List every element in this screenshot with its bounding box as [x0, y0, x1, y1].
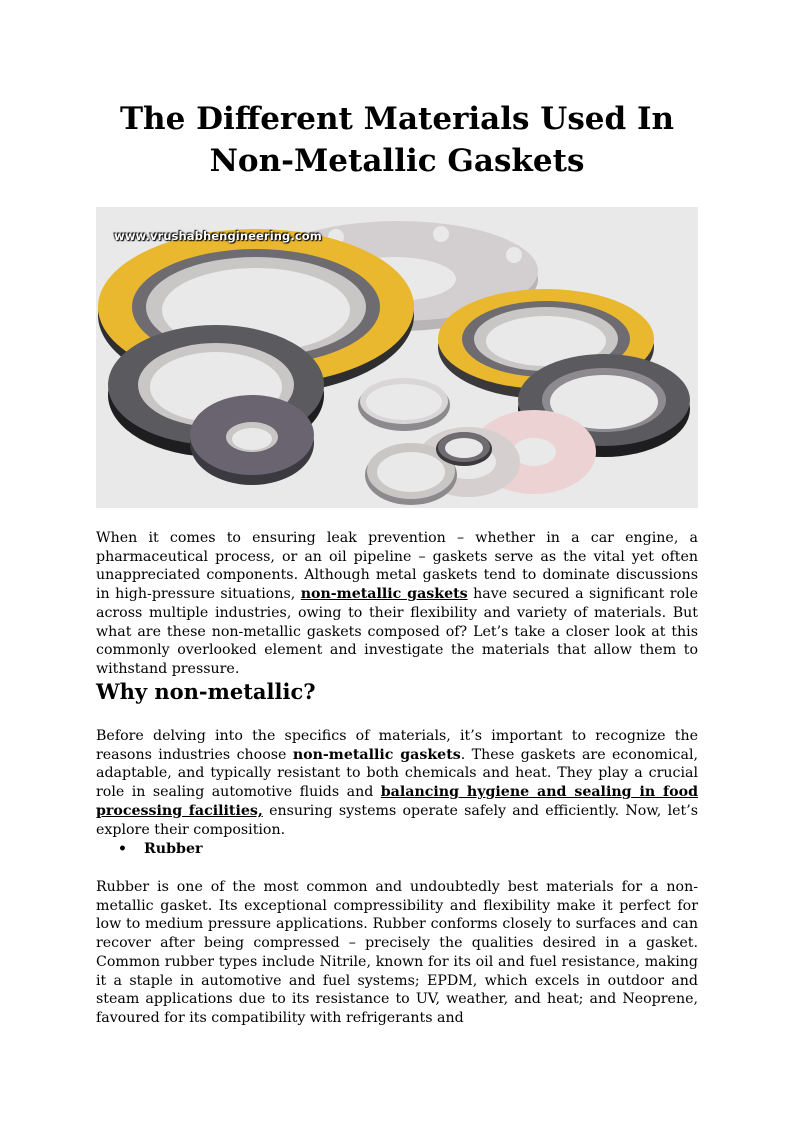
why-text-start: Before delving into the specifics of materials, it’s important to recognize the reasons industries choose: [96, 728, 698, 763]
why-paragraph: [96, 727, 698, 839]
bullet-icon: •: [118, 841, 127, 857]
intro-text-end: have secured a significant role across multiple industries, owing to their flexibility and variety of materials. But what are these non-metallic gaskets composed of? Let’s take a closer look at this commonly overlooked element and investigate the materials that allow them to withstand pressure.: [96, 586, 698, 677]
food-processing-link[interactable]: balancing hygiene and sealing in food processing facilities,: [96, 784, 698, 819]
why-text-end: ensuring systems operate safely and efficiently. Now, let’s explore their composition.: [96, 802, 698, 838]
rubber-paragraph: Rubber is one of the most common and undoubtedly best materials for a non-metallic gasket. Its exceptional compressibility and flexibility make it perfect for low to medium pressure applications. Rubber conforms closely to surfaces and can recover after being compressed – precisely the qualities desired in a gasket. Common rubber types include Nitrile, known for its oil and fuel resistance, making it a staple in automotive and fuel systems; EPDM, which excels in outdoor and steam applications due to its resistance to UV, weather, and heat; and Neoprene, favoured for its compatibility with refrigerants and: [96, 879, 698, 1026]
page-title: The Different Materials Used In Non-Metallic Gaskets: [119, 101, 675, 179]
section-heading: Why non-metallic?: [96, 679, 316, 704]
bullet-label: Rubber: [144, 841, 203, 857]
gasket-photo: [96, 207, 698, 508]
why-bold-term: non-metallic gaskets: [292, 746, 461, 763]
why-text-middle: . These gaskets are economical, adaptable, and typically resistant to both chemicals and heat. They play a crucial role in sealing automotive fluids and: [96, 746, 699, 801]
non-metallic-gaskets-link[interactable]: non-metallic gaskets: [300, 586, 468, 603]
bullet-item-rubber: [118, 840, 202, 858]
intro-paragraph: [96, 529, 698, 679]
watermark-text: www.vrushabhengineering.com: [114, 229, 322, 243]
intro-text-start: When it comes to ensuring leak prevention – whether in a car engine, a pharmaceutical process, or an oil pipeline – gaskets serve as the vital yet often unappreciated components. Although metal gaskets tend to dominate discussions in high-pressure situations,: [96, 530, 698, 603]
gasket-illustration: [96, 207, 698, 508]
